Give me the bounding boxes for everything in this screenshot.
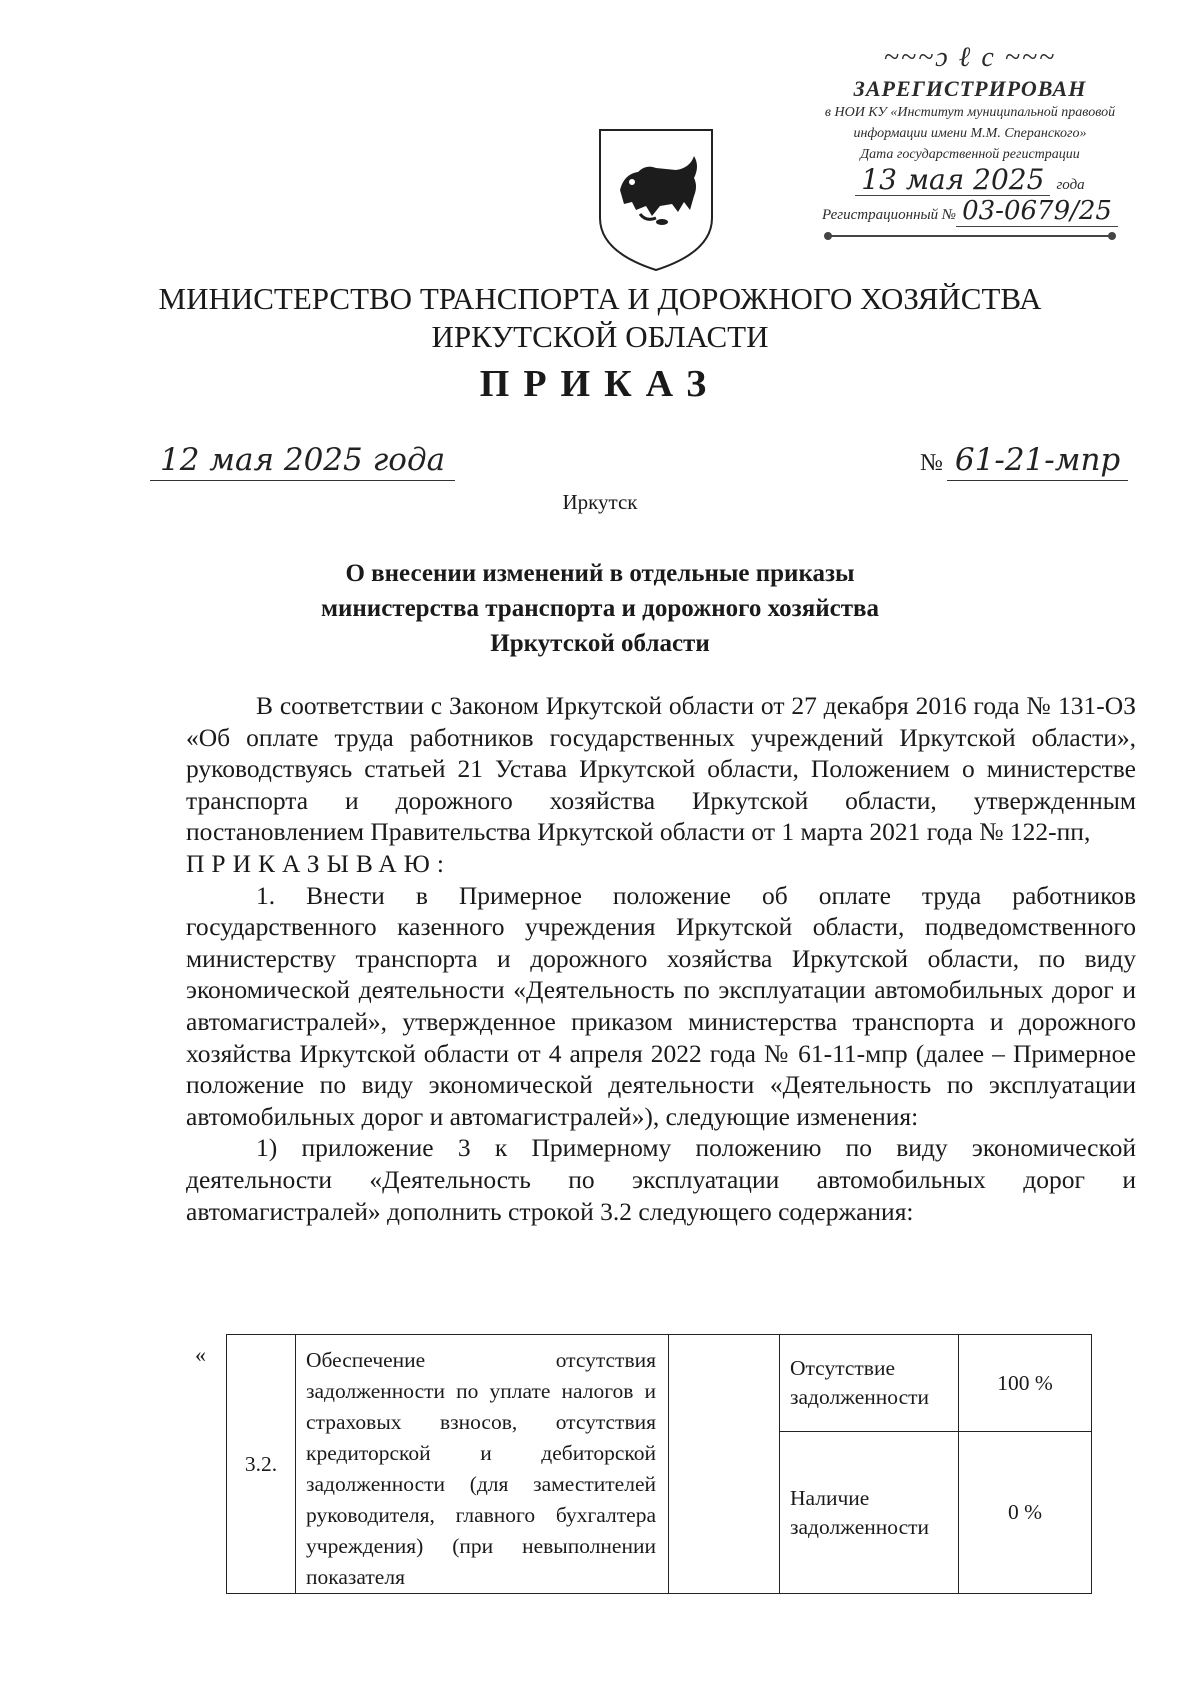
stamp-date-row	[790, 165, 1150, 196]
criterion-label-cell: Отсутствие задолженности	[780, 1335, 959, 1432]
document-title	[0, 556, 1200, 661]
stamp-date-label: Дата государственной регистрации	[860, 147, 1080, 162]
order-number-prefix: №	[920, 450, 943, 476]
title-line2: министерства транспорта и дорожного хозяйства	[320, 595, 880, 622]
stamp-date-handwritten: 13 мая 2025	[855, 165, 1050, 196]
title-line3: Иркутской области	[490, 630, 710, 657]
order-number-handwritten: 61-21-мпр	[947, 442, 1128, 481]
indicator-table	[226, 1334, 1092, 1594]
row-description-cell: Обеспечение отсутствия задолженности по уплате налогов и страховых взносов, отсутствия кредиторской и дебиторской задолженности (для заместителей руководителя, главного бухгалтера учреждения) (при невыполнении показателя	[296, 1335, 669, 1594]
order-date-handwritten: 12 мая 2025 года	[150, 442, 455, 481]
row-empty-cell	[669, 1335, 780, 1594]
table-open-quote: «	[195, 1342, 206, 1367]
order-city: Иркутск	[562, 490, 638, 514]
irkutsk-coat-of-arms-icon	[594, 126, 718, 274]
preamble-paragraph: В соответствии с Законом Иркутской области от 27 декабря 2016 года № 131-ОЗ «Об оплате труда работников государственных учреждений Иркутской области», руководствуясь статьей 21 Устава Иркутской области, Положением о министерстве транспорта и дорожного хозяйства Иркутской области, утвержденным постановлением Правительства Иркутской области от 1 марта 2021 года № 122-пп,	[186, 691, 1136, 847]
ministry-name-line1: МИНИСТЕРСТВО ТРАНСПОРТА И ДОРОЖНОГО ХОЗЯЙСТВА	[158, 281, 1042, 316]
ministry-name-line2: ИРКУТСКОЙ ОБЛАСТИ	[431, 319, 769, 354]
document-body	[186, 690, 1136, 1227]
criterion-label-cell: Наличие задолженности	[780, 1432, 959, 1594]
stamp-institution-line1: в НОИ КУ «Институт муниципальной правовой	[824, 105, 1116, 120]
criterion-value-cell: 100 %	[959, 1335, 1092, 1432]
stamp-title: ЗАРЕГИСТРИРОВАН	[853, 76, 1087, 101]
title-line1: О внесении изменений в отдельные приказы	[345, 560, 855, 587]
item1-paragraph: 1. Внести в Примерное положение об оплате труда работников государственного казенного учреждения Иркутской области, подведомственного министерству транспорта и дорожного хозяйства Иркутской области, по виду экономической деятельности «Деятельность по эксплуатации автомобильных дорог и автомагистралей», утвержденное приказом министерства транспорта и дорожного хозяйства Иркутской области от 4 апреля 2022 года № 61-11-мпр (далее – Примерное положение по виду экономической деятельности «Деятельность по эксплуатации автомобильных дорог и автомагистралей»), следующие изменения:	[186, 880, 1136, 1131]
subitem1-paragraph: 1) приложение 3 к Примерному положению по виду экономической деятельности «Деятельность по эксплуатации автомобильных дорог и автомагистралей» дополнить строкой 3.2 следующего содержания:	[186, 1133, 1136, 1226]
stamp-reg-number-handwritten: 03-0679/25	[956, 196, 1118, 227]
stamp-institution-line2: информации имени М.М. Сперанского»	[853, 126, 1087, 141]
document-type-heading: ПРИКАЗ	[479, 363, 721, 405]
registration-stamp	[790, 42, 1150, 237]
order-number	[920, 442, 1128, 481]
stamp-bottom-rule	[830, 235, 1110, 237]
table-row	[227, 1335, 1092, 1432]
order-word: ПРИКАЗЫВАЮ:	[186, 848, 451, 878]
stamp-date-suffix: года	[1056, 177, 1085, 193]
criterion-value-cell: 0 %	[959, 1432, 1092, 1594]
stamp-reg-label: Регистрационный №	[822, 207, 957, 223]
stamp-reg-row	[790, 196, 1150, 227]
stamp-signature-flourish: ~~~ɔ ℓ c ~~~	[883, 42, 1057, 73]
row-number-cell: 3.2.	[227, 1335, 296, 1594]
